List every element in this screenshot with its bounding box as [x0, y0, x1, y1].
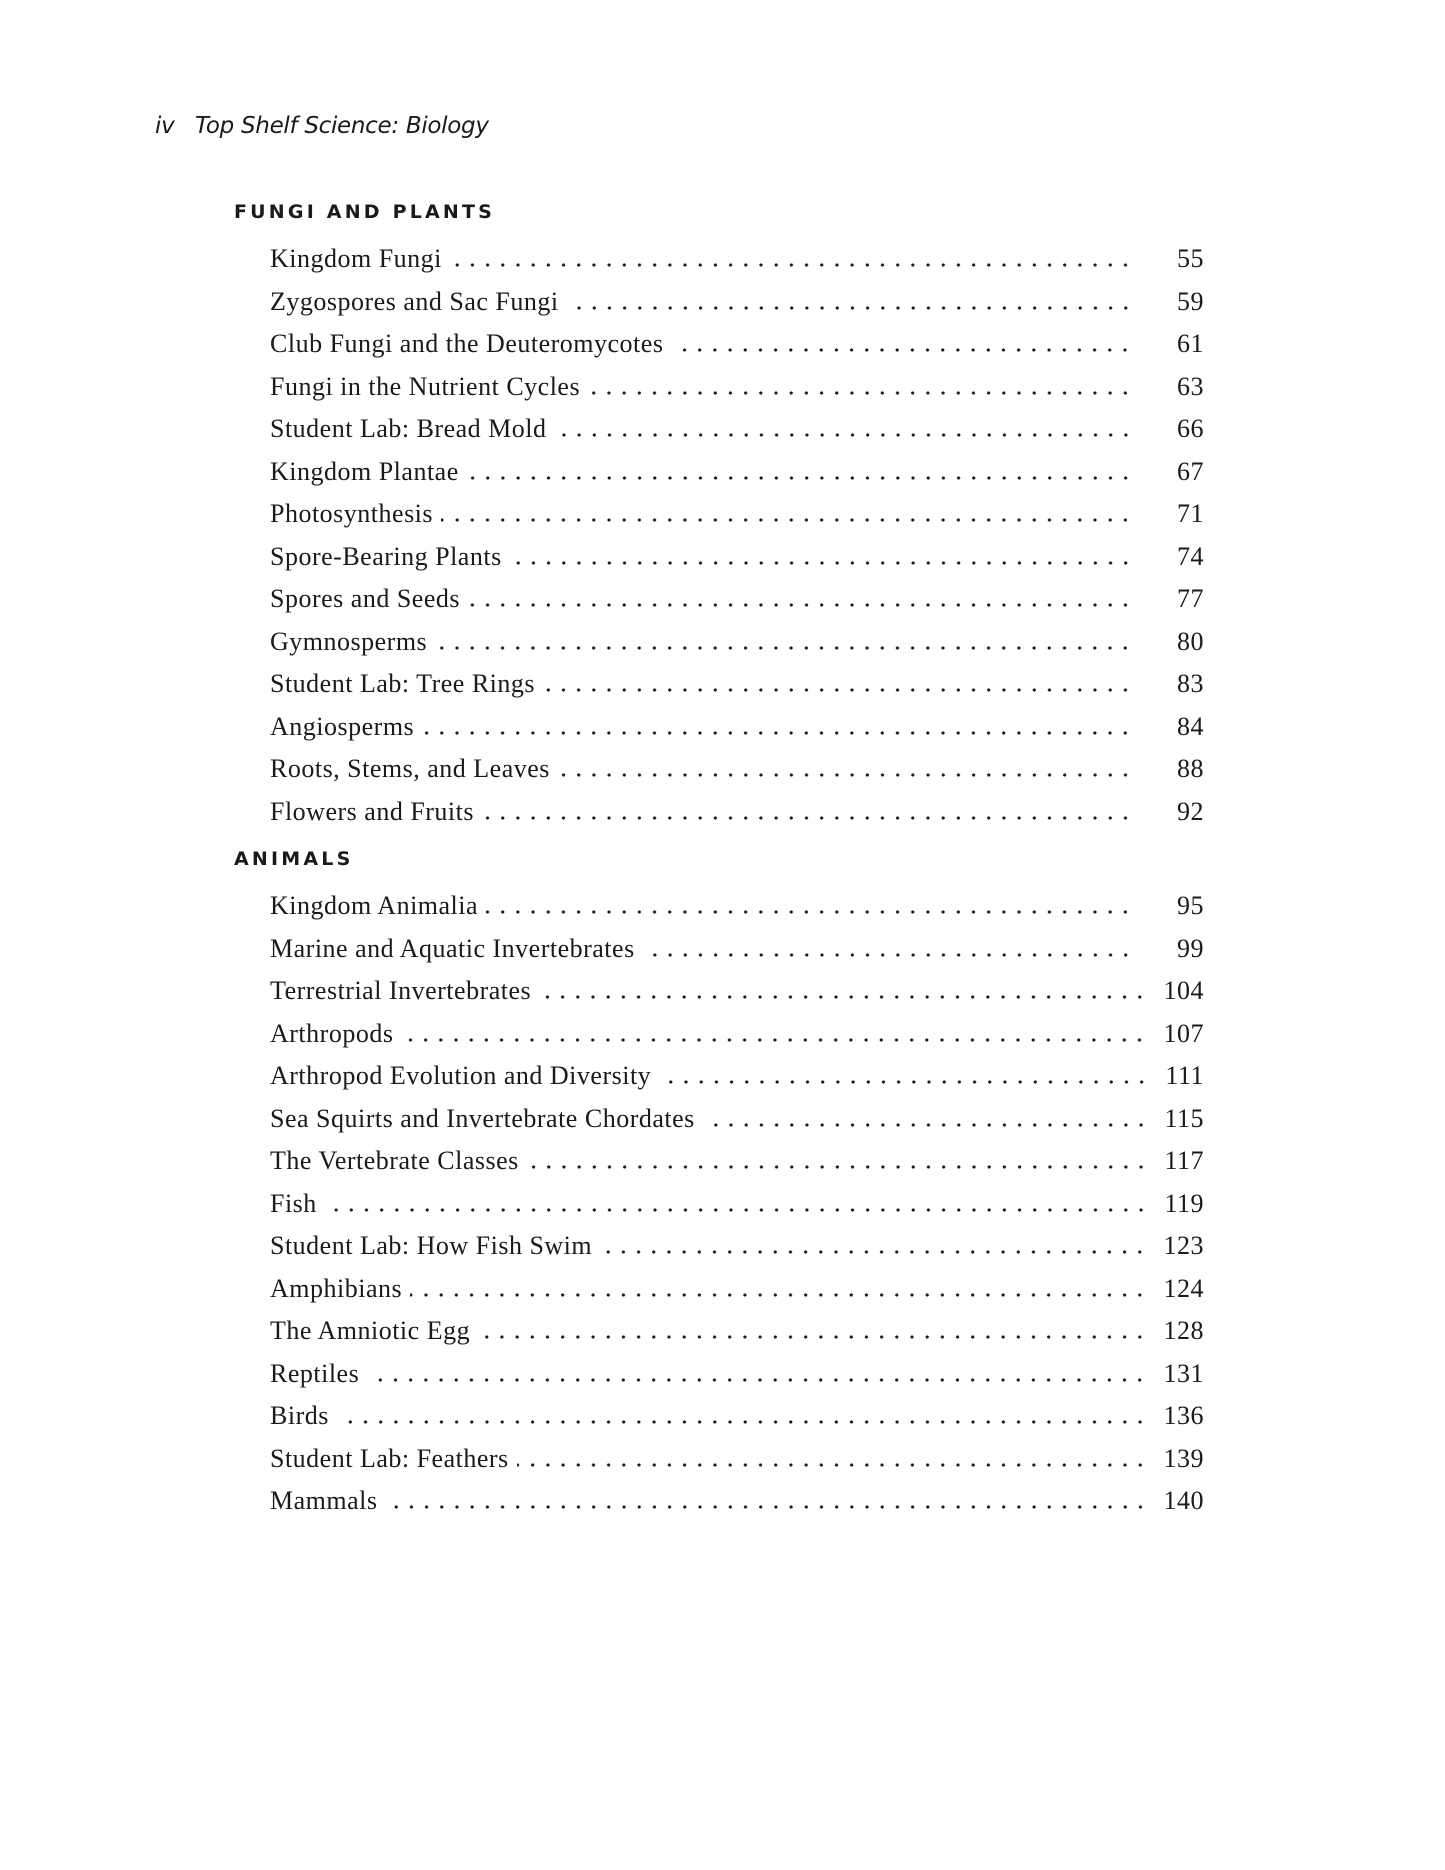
dot-leader: [441, 518, 1133, 522]
toc-entry-list: [234, 238, 1204, 833]
toc-entry-page-number: 124: [1163, 1273, 1204, 1303]
toc-entry-page-number: 80: [1177, 626, 1204, 656]
toc-entry-page-number: 117: [1164, 1146, 1204, 1175]
toc-entry: [270, 408, 1204, 451]
section-heading: ANIMALS: [234, 848, 354, 870]
dot-leader: [435, 646, 1133, 650]
toc-entry-title: Spores and Seeds: [270, 584, 460, 613]
dot-leader: [527, 1165, 1149, 1169]
toc-entry-page-number: 63: [1177, 371, 1204, 401]
toc-entry-title: Sea Squirts and Invertebrate Chordates: [270, 1103, 695, 1133]
toc-entry: [270, 536, 1204, 579]
toc-entry-title: Photosynthesis: [270, 499, 434, 528]
toc-entry: [270, 366, 1204, 409]
dot-leader: [659, 1080, 1149, 1084]
toc-entry-title: Kingdom Fungi: [270, 244, 442, 273]
toc-entry-list: [234, 885, 1204, 1523]
toc-entry: [270, 621, 1204, 664]
dot-leader: [486, 910, 1133, 914]
toc-entry: [270, 1310, 1204, 1353]
dot-leader: [337, 1420, 1148, 1424]
toc-entry: [270, 451, 1204, 494]
dot-leader: [517, 1463, 1148, 1467]
dot-leader: [671, 348, 1133, 352]
toc-entry-title: Marine and Aquatic Invertebrates: [270, 933, 635, 963]
toc-entry-page-number: 67: [1177, 456, 1204, 486]
toc-entry-title: Terrestrial Invertebrates: [270, 976, 532, 1005]
dot-leader: [482, 816, 1133, 820]
toc-entry-title: Spore-Bearing Plants: [270, 541, 502, 571]
section-heading: FUNGI AND PLANTS: [234, 201, 496, 223]
dot-leader: [643, 953, 1133, 957]
toc-entry-title: Angiosperms: [270, 711, 415, 741]
toc-entry-page-number: 88: [1177, 754, 1204, 783]
dot-leader: [600, 1250, 1147, 1254]
toc-entry-page-number: 71: [1177, 499, 1204, 528]
toc-entry-title: Birds: [270, 1401, 329, 1430]
toc-entry-page-number: 84: [1177, 711, 1204, 741]
toc-entry-title: Amphibians: [270, 1273, 403, 1303]
toc-entry-page-number: 136: [1163, 1401, 1204, 1430]
toc-entry-page-number: 123: [1163, 1231, 1204, 1260]
toc-entry: [270, 1225, 1204, 1268]
dot-leader: [478, 1335, 1147, 1339]
toc-entry: [270, 323, 1204, 366]
toc-entry-page-number: 83: [1177, 669, 1204, 698]
toc-entry-title: Kingdom Animalia: [270, 891, 479, 920]
dot-leader: [558, 773, 1133, 777]
toc-entry-page-number: 61: [1177, 329, 1204, 358]
toc-entry-page-number: 59: [1177, 286, 1204, 316]
toc-entry-title: Student Lab: Tree Rings: [270, 669, 536, 698]
toc-entry-page-number: 95: [1177, 891, 1204, 920]
toc-entry-title: Zygospores and Sac Fungi: [270, 286, 559, 316]
toc-entry-page-number: 99: [1177, 933, 1204, 963]
page-folio: iv: [155, 113, 175, 139]
toc-section-animals: [234, 847, 1204, 1523]
toc-entry-page-number: 77: [1177, 584, 1204, 613]
toc-entry: [270, 970, 1204, 1013]
dot-leader: [410, 1293, 1147, 1297]
toc-entry-title: Roots, Stems, and Leaves: [270, 754, 550, 783]
toc-entry: [270, 885, 1204, 928]
dot-leader: [510, 561, 1133, 565]
toc-entry: [270, 1013, 1204, 1056]
toc-entry-title: Student Lab: Bread Mold: [270, 414, 547, 443]
toc-entry: [270, 1098, 1204, 1141]
toc-entry-title: The Vertebrate Classes: [270, 1146, 519, 1175]
book-title: Top Shelf Science: Biology: [195, 113, 489, 139]
toc-entry-title: The Amniotic Egg: [270, 1316, 471, 1345]
dot-leader: [555, 433, 1133, 437]
toc-entry: [270, 238, 1204, 281]
running-head: [155, 113, 489, 139]
toc-entry-page-number: 104: [1163, 976, 1204, 1005]
toc-entry: [270, 1055, 1204, 1098]
toc-entry-page-number: 128: [1163, 1316, 1204, 1345]
toc-entry-page-number: 131: [1163, 1358, 1204, 1388]
toc-entry-title: Kingdom Plantae: [270, 456, 459, 486]
dot-leader: [539, 995, 1147, 999]
toc-entry-page-number: 107: [1163, 1018, 1204, 1048]
dot-leader: [543, 688, 1133, 692]
toc-entry-page-number: 66: [1177, 414, 1204, 443]
dot-leader: [588, 391, 1133, 395]
toc-entry-page-number: 115: [1164, 1103, 1204, 1133]
toc-entry-page-number: 92: [1177, 796, 1204, 826]
dot-leader: [450, 263, 1133, 267]
toc-entry-page-number: 139: [1163, 1443, 1204, 1473]
toc-entry: [270, 791, 1204, 834]
toc-entry: [270, 1268, 1204, 1311]
dot-leader: [367, 1378, 1147, 1382]
toc-entry: [270, 281, 1204, 324]
toc-entry: [270, 1140, 1204, 1183]
dot-leader: [401, 1038, 1147, 1042]
dot-leader: [386, 1505, 1148, 1509]
dot-leader: [422, 731, 1133, 735]
toc-entry-page-number: 74: [1177, 541, 1204, 571]
toc-entry-title: Mammals: [270, 1486, 378, 1515]
toc-entry-page-number: 119: [1164, 1188, 1204, 1218]
toc-entry: [270, 578, 1204, 621]
toc-entry-title: Fungi in the Nutrient Cycles: [270, 371, 581, 401]
toc-entry: [270, 1353, 1204, 1396]
toc-entry-title: Student Lab: Feathers: [270, 1443, 509, 1473]
toc-entry-page-number: 55: [1177, 244, 1204, 273]
toc-entry: [270, 663, 1204, 706]
toc-entry-title: Student Lab: How Fish Swim: [270, 1231, 593, 1260]
toc-entry: [270, 1480, 1204, 1523]
toc-entry: [270, 493, 1204, 536]
dot-leader: [467, 476, 1133, 480]
toc-entry-page-number: 140: [1163, 1486, 1204, 1515]
toc-entry: [270, 1395, 1204, 1438]
toc-entry-title: Arthropods: [270, 1018, 394, 1048]
dot-leader: [325, 1208, 1149, 1212]
toc-entry-title: Club Fungi and the Deuteromycotes: [270, 329, 664, 358]
toc-entry-title: Arthropod Evolution and Diversity: [270, 1061, 652, 1090]
toc-entry: [270, 928, 1204, 971]
toc-entry: [270, 748, 1204, 791]
dot-leader: [567, 306, 1133, 310]
toc-entry-title: Flowers and Fruits: [270, 796, 474, 826]
toc-entry: [270, 1183, 1204, 1226]
toc-entry-page-number: 111: [1165, 1061, 1204, 1090]
toc-entry: [270, 706, 1204, 749]
toc-section-fungi-and-plants: [234, 200, 1204, 833]
toc-entry-title: Fish: [270, 1188, 317, 1218]
toc-entry: [270, 1438, 1204, 1481]
dot-leader: [703, 1123, 1149, 1127]
toc-entry-title: Gymnosperms: [270, 626, 428, 656]
dot-leader: [468, 603, 1133, 607]
toc-entry-title: Reptiles: [270, 1358, 360, 1388]
